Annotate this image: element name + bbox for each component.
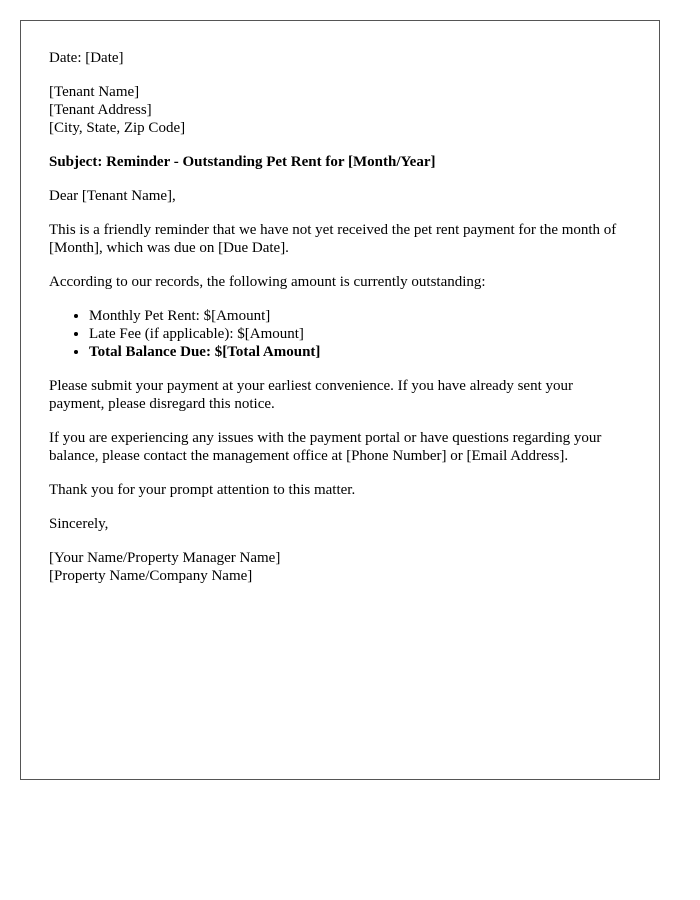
list-item-total-balance: • Total Balance Due: $[Total Amount] [89,343,631,361]
sender-name: [Your Name/Property Manager Name] [49,550,281,566]
records-intro: According to our records, the following amount is currently outstanding: [49,274,486,290]
list-item-late-fee: • Late Fee (if applicable): $[Amount] [89,325,631,343]
letter-date: Date: [Date] [49,50,124,66]
letter [20,20,660,780]
amounts-list [49,307,631,361]
recipient-address: [Tenant Address] [49,102,152,118]
intro-paragraph: This is a friendly reminder that we have not yet received the pet rent payment for the month of [Month], which was due on [Due Date]. [49,222,617,256]
closing: Sincerely, [49,516,109,532]
sender-company: [Property Name/Company Name] [49,568,253,584]
recipient-name: [Tenant Name] [49,84,140,100]
contact-paragraph: If you are experiencing any issues with the payment portal or have questions regarding your balance, please contact the management office at [Phone Number] or [Email Address]. [49,430,602,464]
recipient-city-state-zip: [City, State, Zip Code] [49,120,186,136]
recipient-block [49,83,631,137]
payment-request-paragraph: Please submit your payment at your earliest convenience. If you have already sent your payment, please disregard this notice. [49,378,573,412]
letter-subject: Subject: Reminder - Outstanding Pet Rent for [Month/Year] [49,154,436,170]
thanks-paragraph: Thank you for your prompt attention to this matter. [49,482,356,498]
salutation: Dear [Tenant Name], [49,188,176,204]
list-item-monthly-pet-rent: • Monthly Pet Rent: $[Amount] [89,307,631,325]
sender-block [49,549,631,585]
